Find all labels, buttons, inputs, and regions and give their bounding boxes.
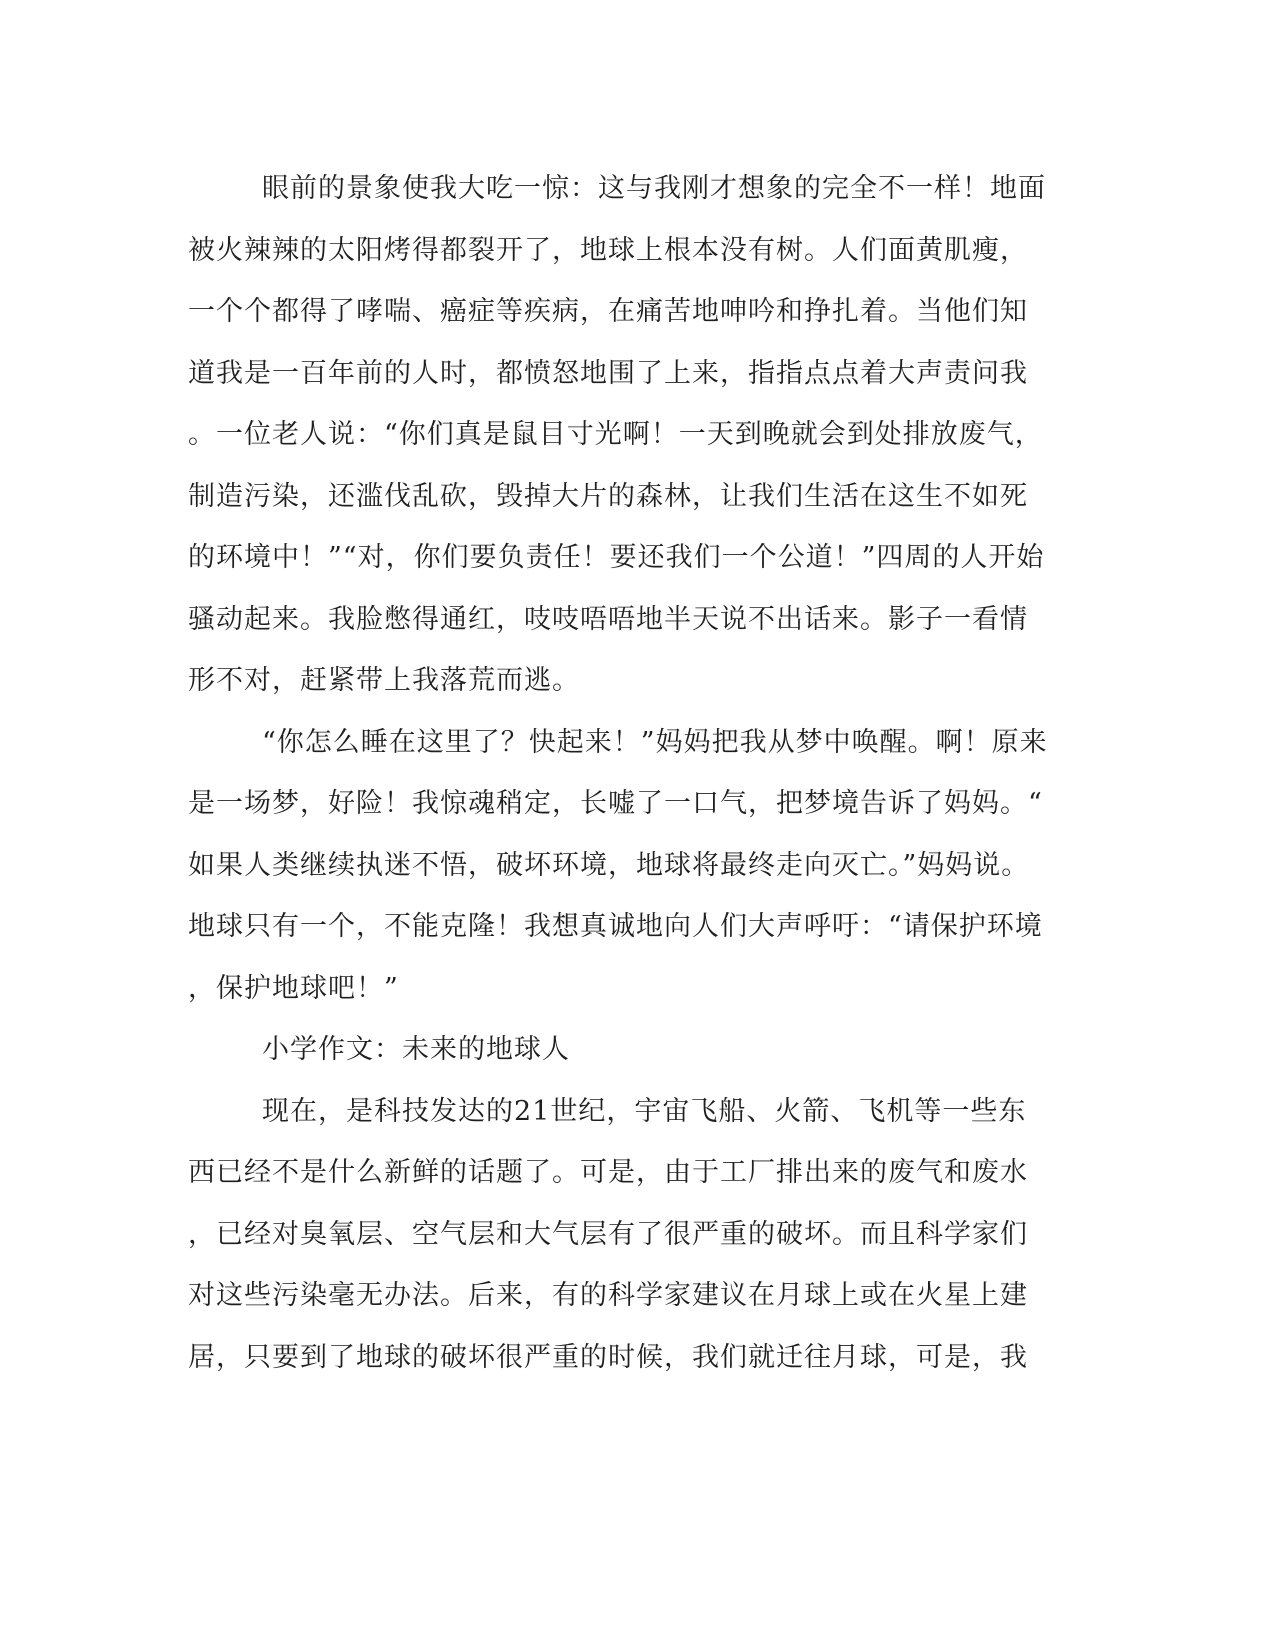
text-line: “你怎么睡在这里了？快起来！”妈妈把我从梦中唤醒。啊！原来 bbox=[262, 726, 1048, 758]
text-line: 形不对，赶紧带上我落荒而逃。 bbox=[188, 665, 580, 696]
text-line: 居，只要到了地球的破坏很严重的时候，我们就迁往月球，可是，我 bbox=[188, 1341, 1028, 1373]
section-title: 小学作文：未来的地球人 bbox=[262, 1034, 570, 1065]
essay-text-block bbox=[188, 158, 1068, 1388]
text-line: 西已经不是什么新鲜的话题了。可是，由于工厂排出来的废气和废水 bbox=[188, 1157, 1028, 1188]
text-line: 。一位老人说：“你们真是鼠目寸光啊！一天到晚就会到处排放废气， bbox=[188, 419, 1043, 450]
text-line: 骚动起来。我脸憋得通红，吱吱唔唔地半天说不出话来。影子一看情 bbox=[188, 603, 1028, 635]
text-line: 道我是一百年前的人时，都愤怒地围了上来，指指点点着大声责问我 bbox=[188, 357, 1028, 389]
text-line: 被火辣辣的太阳烤得都裂开了，地球上根本没有树。人们面黄肌瘦， bbox=[188, 234, 1028, 266]
text-line: 如果人类继续执迷不悟，破坏环境，地球将最终走向灭亡。”妈妈说。 bbox=[188, 849, 1030, 881]
text-line: 眼前的景象使我大吃一惊：这与我刚才想象的完全不一样！地面 bbox=[262, 173, 1046, 204]
text-line: 的环境中！”“对，你们要负责任！要还我们一个公道！”四周的人开始 bbox=[188, 542, 1045, 573]
text-line: ，已经对臭氧层、空气层和大气层有了很严重的破坏。而且科学家们 bbox=[188, 1218, 1028, 1250]
text-line: 现在，是科技发达的21世纪，宇宙飞船、火箭、飞机等一些东 bbox=[262, 1095, 1027, 1127]
text-line: 是一场梦，好险！我惊魂稍定，长嘘了一口气，把梦境告诉了妈妈。“ bbox=[188, 788, 1043, 819]
text-line: 对这些污染毫无办法。后来，有的科学家建议在月球上或在火星上建 bbox=[188, 1280, 1028, 1311]
text-line: ，保护地球吧！” bbox=[188, 972, 399, 1004]
text-line: 制造污染，还滥伐乱砍，毁掉大片的森林，让我们生活在这生不如死 bbox=[188, 480, 1028, 512]
text-line: 地球只有一个，不能克隆！我想真诚地向人们大声呼吁：“请保护环境 bbox=[188, 911, 1043, 942]
text-line: 一个个都得了哮喘、癌症等疾病，在痛苦地呻吟和挣扎着。当他们知 bbox=[188, 296, 1028, 327]
